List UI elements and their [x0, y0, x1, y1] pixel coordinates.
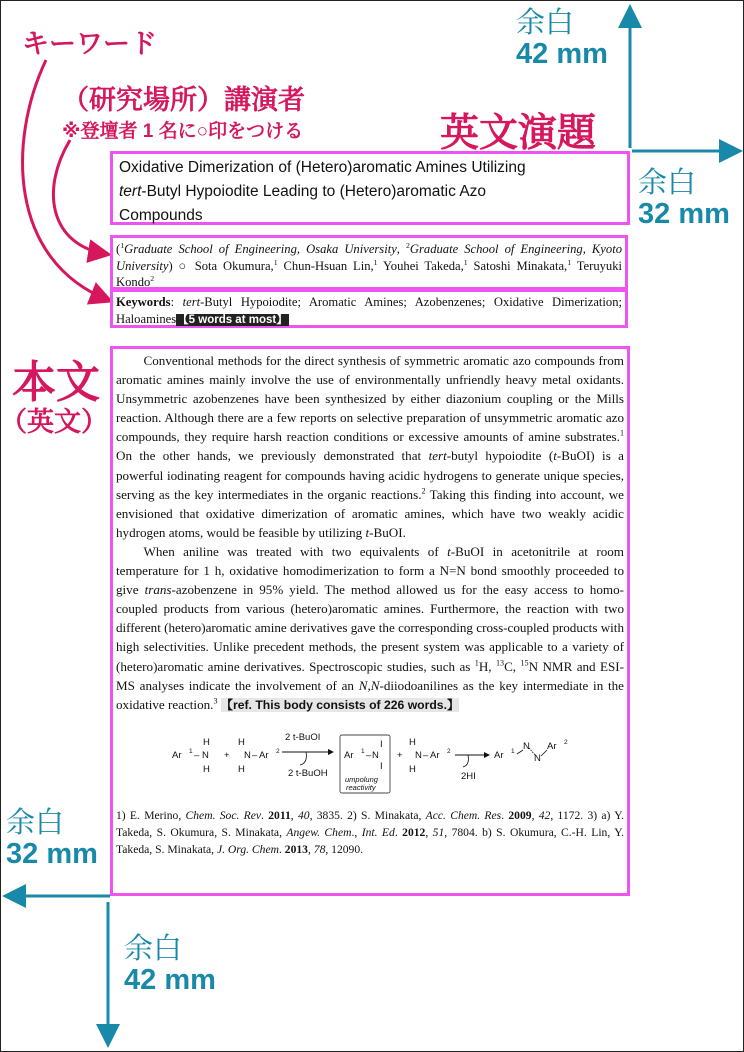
svg-text:Ar: Ar — [494, 749, 504, 761]
annotation-keyword: キーワード — [22, 29, 157, 59]
byproduct: 2 t-BuOH — [288, 767, 328, 779]
plus-1: + — [224, 749, 230, 761]
svg-text:Ar: Ar — [172, 749, 182, 761]
margin-top-label: 余白 42 mm — [516, 7, 608, 71]
svg-text:reactivity: reactivity — [346, 782, 376, 792]
svg-text:Ar: Ar — [259, 749, 269, 761]
svg-text:1: 1 — [361, 747, 365, 755]
azo-product — [494, 739, 568, 764]
intermediate — [344, 739, 383, 792]
svg-text:I: I — [380, 760, 383, 772]
svg-text:H: H — [203, 736, 210, 748]
svg-text:2: 2 — [276, 747, 280, 755]
arrow-affiliation — [53, 140, 106, 254]
svg-text:I: I — [380, 738, 383, 750]
svg-text:H: H — [238, 763, 245, 775]
affiliation-1: Graduate School of Engineering, Osaka University — [124, 242, 397, 256]
svg-text:Ar: Ar — [344, 749, 354, 761]
svg-text:H: H — [238, 736, 245, 748]
affiliation-2: Graduate School of Engineering, Kyoto University — [116, 242, 622, 273]
svg-text:umpolung: umpolung — [345, 774, 378, 784]
annotation-body-main: 本文 — [12, 358, 100, 407]
svg-text:2: 2 — [447, 747, 451, 755]
keywords-box: Keywords: tert-Butyl Hypoiodite; Aromatic Amines; Azobenzenes; Oxidative Dimerization; Haloamines【5 words at most】 — [110, 289, 628, 328]
svg-text:N: N — [523, 740, 530, 752]
title-line-3: Compounds — [119, 207, 203, 224]
amine-2 — [238, 737, 280, 775]
reaction-scheme — [116, 725, 626, 803]
presenter-mark: ○ — [178, 258, 189, 273]
svg-text:N: N — [244, 749, 251, 761]
svg-text:H: H — [409, 763, 416, 775]
svg-text:Ar: Ar — [430, 749, 440, 761]
annotation-affiliation-presenter: （研究場所）講演者 — [62, 85, 305, 115]
svg-text:H: H — [409, 736, 416, 748]
references: 1) E. Merino, Chem. Soc. Rev. 2011, 40, 3835. 2) S. Minakata, Acc. Chem. Res. 2009, 42, 1172. 3) a) Y. Takeda, S. Okumura, S. Minakata, Angew. Chem., Int. Ed. 2012, 51, 7804. b) S. Okumura, C.-H. Lin, Y. Takeda, S. Minakata, J. Org. Chem. 2013, 78, 12090. — [116, 808, 625, 856]
svg-text:–: – — [423, 749, 429, 761]
amine-1 — [172, 737, 210, 775]
arrow-keyword — [23, 60, 108, 300]
body-box — [110, 346, 630, 896]
svg-text:N: N — [534, 752, 541, 764]
svg-text:–: – — [366, 749, 372, 761]
title-box — [110, 151, 630, 225]
keywords-list: -Butyl Hypoiodite; Aromatic Amines; Azobenzenes; Oxidative Dimerization; Haloamines — [116, 295, 622, 326]
title-line-1: Oxidative Dimerization of (Hetero)aromatic Amines Utilizing — [119, 159, 526, 176]
svg-text:1: 1 — [511, 747, 515, 755]
margin-right-label: 余白 32 mm — [638, 167, 730, 231]
keywords-note: 【5 words at most】 — [177, 313, 288, 326]
amine-3 — [409, 737, 451, 775]
svg-text:H: H — [203, 763, 210, 775]
annotation-presenter-note: ※登壇者 1 名に○印をつける — [62, 121, 304, 142]
svg-text:N: N — [202, 749, 209, 761]
plus-2: + — [397, 749, 403, 761]
body-paragraph-2: When aniline was treated with two equivalents of t-BuOI in acetonitrile at room temperature for 1 h, oxidative homodimerization to form a N=N bond smoothly proceeded to give trans-azobenzene in 95% yield. The method allowed us for the easy access to homo-coupled products from various (hetero)aromatic amines. Furthermore, the reaction with two different (hetero)aromatic amine derivatives gave the corresponding cross-coupled products with high selectivities. Unlike precedent methods, the present system was applicable to a variety of (hetero)aromatic amine derivatives. Spectroscopic studies, such as $^1$H, $^{13}$C, $^{15}$N NMR and ESI-MS analyses indicate the involvement of an N,N-diiodoanilines as the key intermediate in the oxidative reaction.$^3$ 【ref. This body consists of 226 words.】 — [116, 543, 625, 712]
keywords-label: Keywords — [116, 295, 171, 309]
svg-text:–: – — [252, 749, 258, 761]
body-word-count-note: 【ref. This body consists of 226 words.】 — [220, 697, 460, 712]
annotation-body-sub: （英文） — [0, 407, 108, 437]
annotation-english-title: 英文演題 — [440, 112, 597, 155]
authors-box: ($^1$Graduate School of Engineering, Osaka University, $^2$Graduate School of Engineering, Kyoto University) ○ Sota Okumura,$^1$ Chun-Hsuan Lin,$^1$ Youhei Takeda,$^1$ Satoshi Minakata,$^1$ Teruyuki Kondo$^2$ — [110, 235, 628, 290]
svg-text:–: – — [194, 749, 200, 761]
title-line-2: tert-Butyl Hypoiodite Leading to (Hetero)aromatic Azo — [119, 183, 487, 200]
reagent: 2 t-BuOI — [285, 731, 321, 743]
hi-byproduct: 2HI — [461, 770, 476, 782]
svg-text:Ar: Ar — [547, 740, 557, 752]
svg-text:1: 1 — [189, 747, 193, 755]
margin-bottom-label: 余白 42 mm — [124, 933, 216, 997]
svg-text:N: N — [372, 749, 379, 761]
body-paragraph-1: Conventional methods for the direct synthesis of symmetric aromatic azo compounds from aromatic amines mainly involve the use of environmentally unfriendly heavy metal oxidants. Unsymmetric azobenzenes have been synthesized by either diazonium coupling or the Mills reaction. Although there are a few reports on selective preparation of unsymmetric aromatic azo compounds, they require harsh reaction conditions or excessive amounts of amine substrates.$^1$ On the other hands, we previously demonstrated that tert-butyl hypoiodite (t-BuOI) is a powerful iodinating reagent for compounds having acidic hydrogens to generate unique species, serving as the key intermediates in the organic reactions.$^2$ Taking this finding into account, we envisioned that oxidative dimerization of aromatic amines, which have two weakly acidic hydrogen atoms, would be feasible by utilizing t-BuOI. — [116, 353, 624, 540]
svg-text:N: N — [415, 749, 422, 761]
margin-left-label: 余白 32 mm — [6, 807, 98, 871]
svg-text:2: 2 — [564, 738, 568, 746]
